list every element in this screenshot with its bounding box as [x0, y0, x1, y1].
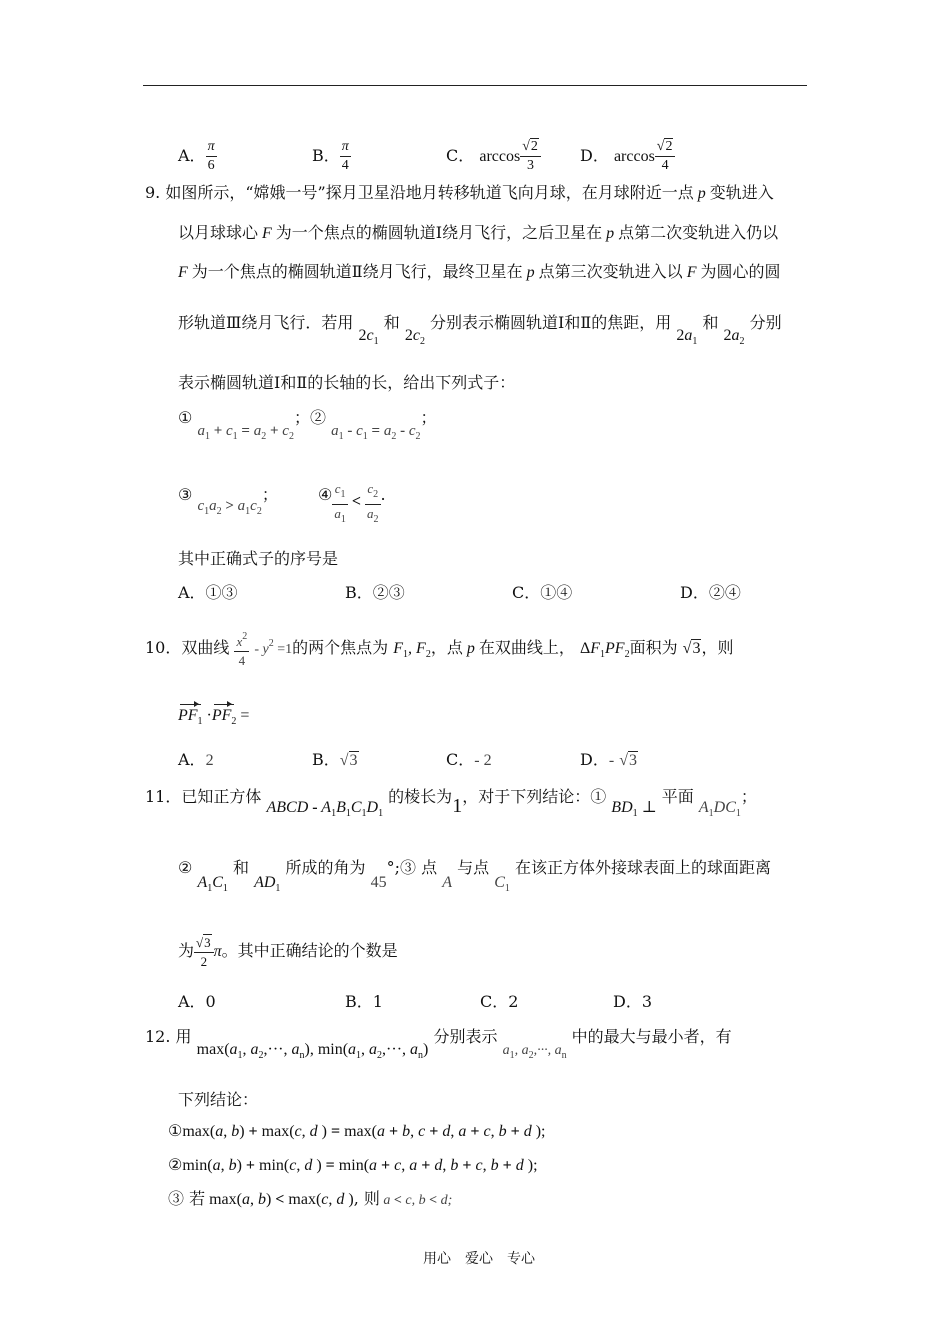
- fraction: $\frac{\pi}{4}$: [341, 139, 349, 173]
- option-label: A．: [178, 146, 206, 165]
- q11-option-c: C．2: [480, 992, 519, 1011]
- q10-line1: 10．双曲线 $\frac{x^2}{4}$ - $y^2 =1$的两个焦点为 $F_1$, $F_2$，点 p 在双曲线上， $\Delta F_1PF_2$面积为 √3，则: [145, 628, 733, 670]
- option-label: C．: [446, 146, 475, 165]
- q8-option-c: C． arccos $\frac{√2}{3}$: [446, 138, 541, 175]
- q8-option-a: [178, 138, 217, 175]
- fraction: $\frac{√2}{4}$: [655, 138, 676, 175]
- page-footer: 用心 爱心 专心: [423, 1251, 535, 1267]
- q9-formulas-1-2: ① $a_1 + c_1 = a_2 + c_2$；② $a_1 - c_1 = a_2 - c_2$；: [178, 408, 437, 442]
- q11-line1: 11．已知正方体 ABCD - $A_1B_1C_1D_1$ 的棱长为1，对于下列结论：① $BD_1$ ⊥ 平面 $A_1DC_1$；: [145, 787, 757, 819]
- q9-formulas-3-4: ③ $c_1a_2 > a_1c_2$； ④ $\frac{c_1}{a_1}$ < $\frac{c_2}{a_2}$ .: [178, 481, 386, 525]
- q9-line2: 以月球球心 F 为一个焦点的椭圆轨道Ⅰ绕月飞行，之后卫星在 p 点第二次变轨进入仍以: [178, 223, 779, 242]
- q9-option-d: D．②④: [680, 583, 741, 602]
- q10-option-b: B．√3: [312, 750, 358, 769]
- option-label: B．: [312, 146, 340, 165]
- fraction: $\frac{√2}{3}$: [520, 138, 541, 175]
- header-rule: [143, 85, 807, 86]
- fraction: $\frac{\pi}{6}$: [207, 139, 215, 173]
- q9-answer-prompt: 其中正确式子的序号是: [178, 549, 339, 568]
- q11-option-d: D．3: [613, 992, 653, 1011]
- q8-option-b: [312, 138, 351, 175]
- q11-line3: 为 $\frac{√3}{2}$ π。其中正确结论的个数是: [178, 935, 398, 969]
- q10-option-c: C．- 2: [446, 750, 492, 769]
- q8-option-d: D． arccos $\frac{√2}{4}$: [580, 138, 675, 175]
- q12-line2: 下列结论：: [178, 1090, 259, 1109]
- q12-conclusion-1: ①max(a, b) + max(c, d ) = max(a + b, c + d, a + c, b + d );: [168, 1121, 546, 1140]
- q9-line3: F 为一个焦点的椭圆轨道Ⅱ绕月飞行，最终卫星在 p 点第三次变轨进入以 F 为圆心的圆: [178, 262, 781, 281]
- q11-line2: ② $A_1C_1$ 和 $AD_1$ 所成的角为 45°;③ 点 A 与点 $C_1$ 在该正方体外接球表面上的球面距离: [178, 858, 771, 894]
- q9-line5: 表示椭圆轨道Ⅰ和Ⅱ的长轴的长，给出下列式子：: [178, 373, 516, 392]
- q9-option-c: C．①④: [512, 583, 573, 602]
- q10-option-d: D．- √3: [580, 750, 638, 769]
- q11-option-b: B．1: [345, 992, 383, 1011]
- q10-option-a: A．2: [178, 750, 214, 769]
- q9-line1: 9. 如图所示，“嫦娥一号”探月卫星沿地月转移轨道飞向月球，在月球附近一点 p 变轨进入: [145, 183, 774, 202]
- q10-vector-expression: $PF_1 \cdot PF_2$ =: [178, 705, 249, 732]
- option-label: D．: [580, 146, 609, 165]
- q9-line4: 形轨道Ⅲ绕月飞行．若用 $2c_1$ 和 $2c_2$ 分别表示椭圆轨道Ⅰ和Ⅱ的焦距，用 $2a_1$ 和 $2a_2$ 分别: [178, 313, 782, 347]
- q12-conclusion-3: ③ 若 max(a, b) < max(c, d ), 则 a < c, b < d;: [168, 1189, 453, 1208]
- q9-option-b: B．②③: [345, 583, 405, 602]
- q11-option-a: A．0: [178, 992, 216, 1011]
- q12-line1: 12. 用 $\max(a_1$, $a_2,\cdot\cdot\cdot$, $a_n$), $\min(a_1$, $a_2,\cdot\cdot\cdot$, $a_n$) 分别表示 $a_1$, $a_2,\cdot\cdot\cdot$, $a_n$ 中的最大与最小者，有: [145, 1027, 732, 1061]
- q9-option-a: A．①③: [178, 583, 238, 602]
- q12-conclusion-2: ②min(a, b) + min(c, d ) = min(a + c, a + d, b + c, b + d );: [168, 1155, 538, 1174]
